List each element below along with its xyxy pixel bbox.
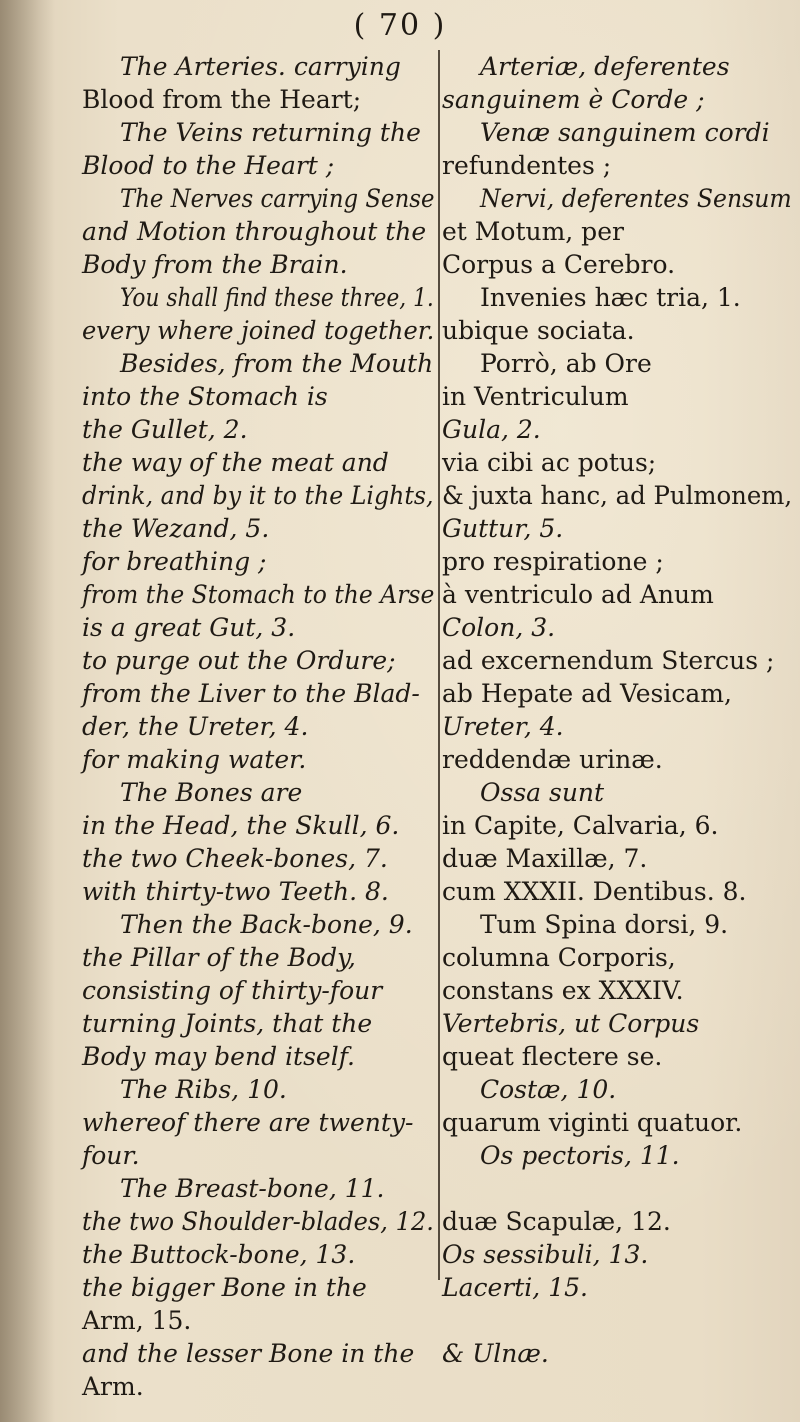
english-text-line: The Nerves carrying Sense [120,184,435,213]
latin-text-line: queat flectere se. [442,1042,663,1071]
latin-text-line: Porrò, ab Ore [480,349,652,378]
latin-text-line: et Motum, per [442,217,624,246]
english-text-line: four. [82,1141,140,1170]
english-text-line: the two Cheek-bones, 7. [82,844,388,873]
english-text-line: the bigger Bone in the [82,1273,367,1302]
latin-text-line: Os sessibuli, 13. [442,1240,649,1269]
english-text-line: Arm, 15. [82,1306,192,1335]
english-text-line: The Ribs, 10. [120,1075,287,1104]
english-text-line: You shall find these three, 1. [120,283,434,312]
page-edge-shadow [0,0,55,1422]
column-divider [438,50,440,1280]
latin-text-line: ubique sociata. [442,316,635,345]
latin-text-line: à ventriculo ad Anum [442,580,714,609]
latin-text-line: Corpus a Cerebro. [442,250,676,279]
latin-text-line: Guttur, 5. [442,514,564,543]
page-number: ( 70 ) [353,8,447,43]
latin-text-line: constans ex XXXIV. [442,976,684,1005]
latin-text-line: Tum Spina dorsi, 9. [480,910,729,939]
english-text-line: the Buttock-bone, 13. [82,1240,356,1269]
latin-text-line: ad excernendum Stercus ; [442,646,775,675]
english-text-line: is a great Gut, 3. [82,613,296,642]
english-text-line: The Arteries. carrying [120,52,401,81]
english-text-line: in the Head, the Skull, 6. [82,811,400,840]
english-text-line: and the lesser Bone in the [82,1339,415,1368]
latin-text-line: Venæ sanguinem cordi [480,118,770,147]
english-text-line: the Gullet, 2. [82,415,248,444]
english-text-line: the two Shoulder-blades, 12. [82,1207,434,1236]
latin-text-line: Lacerti, 15. [442,1273,588,1302]
latin-text-line: & juxta hanc, ad Pulmonem, [442,481,793,510]
english-text-line: the Wezand, 5. [82,514,270,543]
english-text-line: The Bones are [120,778,303,807]
latin-text-line: Nervi, deferentes Sensum [480,184,792,213]
english-text-line: Then the Back-bone, 9. [120,910,413,939]
english-text-line: the Pillar of the Body, [82,943,356,972]
english-text-line: to purge out the Ordure; [82,646,396,675]
latin-text-line: quarum viginti quatuor. [442,1108,743,1137]
latin-text-line: duæ Maxillæ, 7. [442,844,648,873]
english-text-line: the way of the meat and [82,448,389,477]
english-text-line: Blood to the Heart ; [82,151,335,180]
latin-text-line: refundentes ; [442,151,612,180]
english-text-line: Arm. [82,1372,144,1401]
latin-text-line: ab Hepate ad Vesicam, [442,679,732,708]
latin-text-line: & Ulnæ. [442,1339,549,1368]
english-text-line: from the Liver to the Blad- [82,679,420,708]
english-text-line: Besides, from the Mouth [120,349,434,378]
english-text-line: whereof there are twenty- [82,1108,414,1137]
english-text-line: The Breast-bone, 11. [120,1174,385,1203]
english-text-line: der, the Ureter, 4. [82,712,309,741]
latin-text-line: reddendæ urinæ. [442,745,663,774]
latin-text-line: duæ Scapulæ, 12. [442,1207,671,1236]
latin-text-line: in Capite, Calvaria, 6. [442,811,719,840]
english-text-line: into the Stomach is [82,382,328,411]
latin-text-line: Os pectoris, 11. [480,1141,680,1170]
latin-text-line: in Ventriculum [442,382,629,411]
english-text-line: Blood from the Heart; [82,85,362,114]
latin-text-line: Invenies hæc tria, 1. [480,283,741,312]
latin-text-line: Gula, 2. [442,415,541,444]
latin-text-line: cum XXXII. Dentibus. 8. [442,877,747,906]
english-text-line: for breathing ; [82,547,267,576]
latin-text-line: columna Corporis, [442,943,676,972]
english-text-line: every where joined together. [82,316,435,345]
english-text-line: Body from the Brain. [82,250,348,279]
english-text-line: turning Joints, that the [82,1009,373,1038]
latin-text-line: sanguinem è Corde ; [442,85,705,114]
latin-text-line: via cibi ac potus; [442,448,657,477]
english-text-line: and Motion throughout the [82,217,427,246]
latin-text-line: Ureter, 4. [442,712,564,741]
latin-text-line: Colon, 3. [442,613,556,642]
english-text-line: from the Stomach to the Arse [82,580,435,609]
english-text-line: drink, and by it to the Lights, [82,481,434,510]
english-text-line: consisting of thirty-four [82,976,383,1005]
latin-text-line: Vertebris, ut Corpus [442,1009,700,1038]
english-text-line: The Veins returning the [120,118,421,147]
latin-text-line: Arteriæ, deferentes [480,52,730,81]
english-text-line: for making water. [82,745,307,774]
latin-text-line: Ossa sunt [480,778,605,807]
latin-text-line: pro respiratione ; [442,547,664,576]
latin-text-line: Costæ, 10. [480,1075,617,1104]
english-text-line: with thirty-two Teeth. 8. [82,877,389,906]
english-text-line: Body may bend itself. [82,1042,355,1071]
